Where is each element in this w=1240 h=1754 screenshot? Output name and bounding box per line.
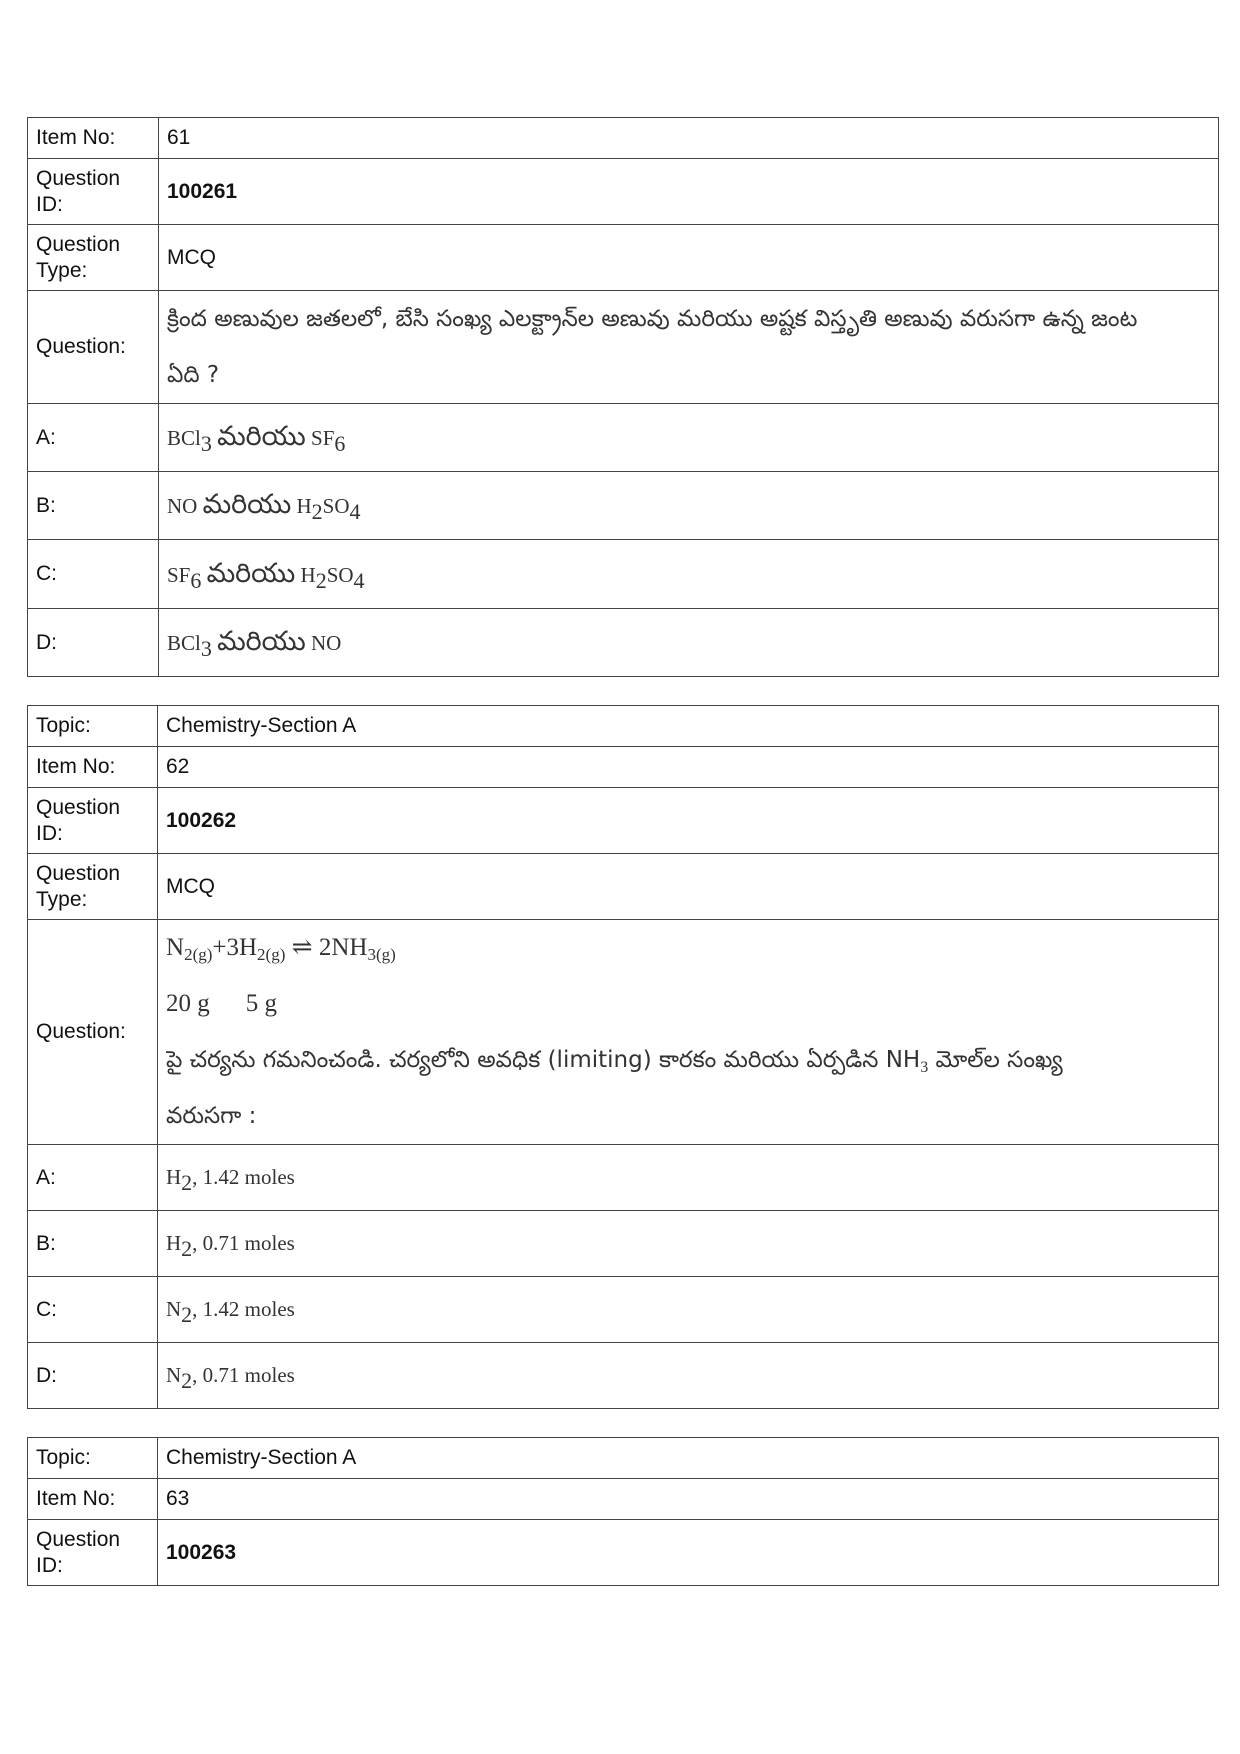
- topic-value: Chemistry-Section A: [158, 1438, 1219, 1479]
- option-b-label: B:: [28, 472, 159, 540]
- option-d-label: D:: [28, 609, 159, 677]
- question-id-value: 100263: [158, 1520, 1219, 1586]
- formula: H: [300, 562, 316, 587]
- question-line-1: క్రింద అణువుల జతలలో, బేసి సంఖ్య ఎలక్ట్రాన్‌ల అణువు మరియు అష్టక విస్తృతి అణువు వరుసగా ఉన్న జంట: [167, 306, 1138, 332]
- subscript: 3: [200, 431, 212, 457]
- option-a-label: A:: [28, 404, 159, 472]
- subscript: 2: [181, 1367, 193, 1393]
- species: H: [166, 1230, 182, 1255]
- topic-value: Chemistry-Section A: [158, 706, 1219, 747]
- option-c[interactable]: [159, 540, 1219, 609]
- subscript: 2: [181, 1301, 193, 1327]
- mass-n2: 20 g: [166, 990, 210, 1017]
- subscript: 4: [353, 567, 365, 593]
- option-d-label: D:: [28, 1343, 158, 1409]
- item-no-label: Item No:: [28, 118, 159, 159]
- formula: BCl: [167, 631, 201, 656]
- species: N: [166, 934, 185, 961]
- option-a-label: A:: [28, 1145, 158, 1211]
- reaction-equation: [166, 920, 1210, 976]
- question-type-value: MCQ: [159, 225, 1219, 291]
- question-id-value: 100261: [159, 159, 1219, 225]
- conjunction: మరియు: [217, 626, 306, 658]
- question-61-table: [27, 117, 1219, 677]
- subscript: 3: [920, 1059, 929, 1076]
- option-c[interactable]: [158, 1277, 1219, 1343]
- item-no-value: 62: [158, 747, 1219, 788]
- question-id-label: Question ID:: [28, 1520, 158, 1586]
- subscript: 3(g): [367, 945, 396, 964]
- moles-text: , 0.71 moles: [192, 1362, 295, 1387]
- moles-text: , 0.71 moles: [192, 1230, 295, 1255]
- question-id-label: Question ID:: [28, 788, 158, 854]
- item-no-label: Item No:: [28, 1479, 158, 1520]
- item-no-value: 61: [159, 118, 1219, 159]
- subscript: 3: [200, 636, 212, 662]
- equilibrium-arrow: ⇌ 2NH: [285, 934, 368, 961]
- subscript: 2: [181, 1169, 193, 1195]
- question-63-table: [27, 1437, 1219, 1586]
- option-b[interactable]: [159, 472, 1219, 540]
- item-no-label: Item No:: [28, 747, 158, 788]
- reactant-masses: [166, 976, 1210, 1032]
- formula: SO: [322, 494, 350, 519]
- subscript: 2: [311, 499, 323, 525]
- moles-text: , 1.42 moles: [192, 1296, 295, 1321]
- moles-text: , 1.42 moles: [192, 1164, 295, 1189]
- formula: BCl: [167, 426, 201, 451]
- species: N: [166, 1362, 182, 1387]
- question-line-3: [166, 1032, 1210, 1088]
- option-c-label: C:: [28, 1277, 158, 1343]
- question-text-part: మోల్‌ల సంఖ్య: [928, 1047, 1063, 1073]
- option-d[interactable]: [159, 609, 1219, 677]
- subscript: 2: [181, 1235, 193, 1261]
- formula: SO: [326, 562, 354, 587]
- option-b-label: B:: [28, 1211, 158, 1277]
- question-line-2: ఏది ?: [167, 362, 220, 388]
- option-c-label: C:: [28, 540, 159, 609]
- topic-label: Topic:: [28, 706, 158, 747]
- question-type-label: Question Type:: [28, 225, 159, 291]
- topic-label: Topic:: [28, 1438, 158, 1479]
- item-no-value: 63: [158, 1479, 1219, 1520]
- question-text-part: పై చర్యను గమనించండి. చర్యలోని అవధిక (limiting) కారకం మరియు ఏర్పడిన NH: [166, 1047, 921, 1073]
- conjunction: మరియు: [202, 489, 292, 521]
- question-id-value: 100262: [158, 788, 1219, 854]
- option-a[interactable]: [158, 1145, 1219, 1211]
- conjunction: మరియు: [206, 557, 296, 589]
- subscript: 2(g): [257, 945, 286, 964]
- species: +3H: [212, 934, 258, 961]
- question-line-4: వరుసగా :: [166, 1103, 257, 1129]
- option-b[interactable]: [158, 1211, 1219, 1277]
- subscript: 6: [334, 431, 346, 457]
- conjunction: మరియు: [217, 421, 306, 453]
- question-id-label: Question ID:: [28, 159, 159, 225]
- option-d[interactable]: [158, 1343, 1219, 1409]
- subscript: 2(g): [184, 945, 213, 964]
- species: H: [166, 1164, 182, 1189]
- question-type-label: Question Type:: [28, 854, 158, 920]
- question-text: [158, 920, 1219, 1145]
- formula: SF: [167, 562, 191, 587]
- subscript: 2: [315, 567, 327, 593]
- question-label: Question:: [28, 291, 159, 404]
- option-a[interactable]: [159, 404, 1219, 472]
- question-62-table: [27, 705, 1219, 1409]
- question-type-value: MCQ: [158, 854, 1219, 920]
- subscript: 4: [349, 499, 361, 525]
- formula: SF: [311, 426, 335, 451]
- subscript: 6: [190, 567, 202, 593]
- species: N: [166, 1296, 182, 1321]
- formula: H: [296, 494, 312, 519]
- question-text: [159, 291, 1219, 404]
- mass-h2: 5 g: [245, 990, 277, 1017]
- formula: NO: [311, 631, 342, 656]
- question-label: Question:: [28, 920, 158, 1145]
- formula: NO: [167, 494, 198, 519]
